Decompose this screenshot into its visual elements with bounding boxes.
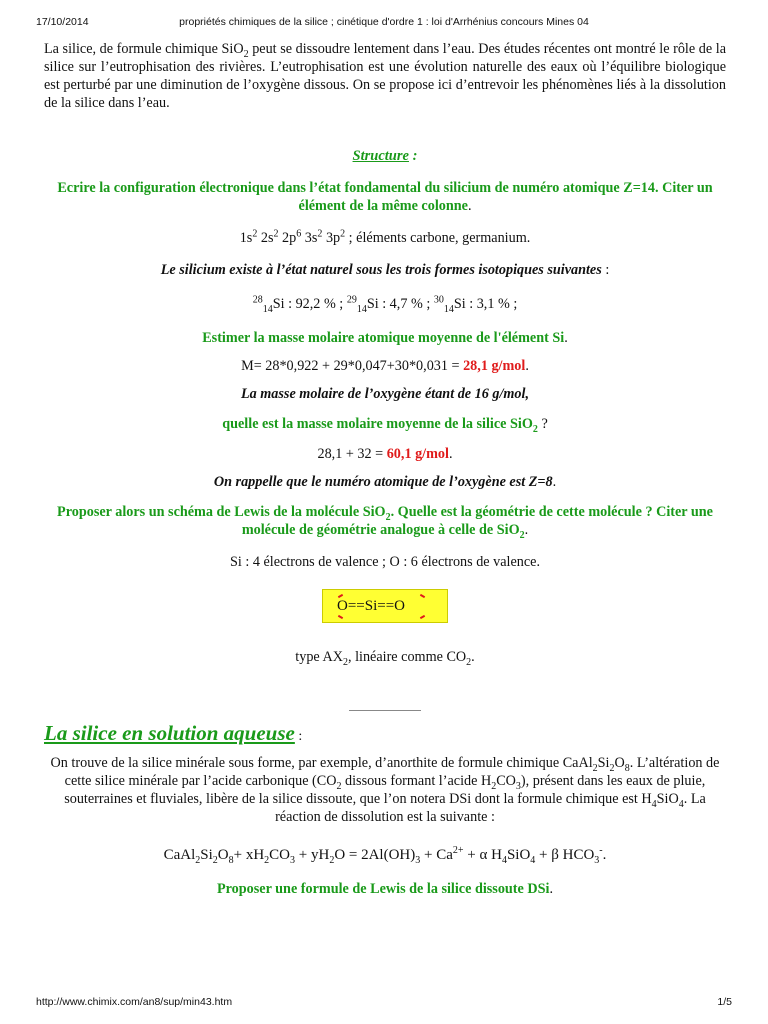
lone-pair-mark <box>420 594 425 598</box>
question-5 <box>44 880 726 898</box>
lone-pair-mark <box>338 615 343 619</box>
intro-text-1: La silice, de formule chimique SiO <box>44 41 244 57</box>
aq-sub: 8 <box>624 762 630 774</box>
aq-sub: 2 <box>609 762 615 774</box>
answer-2-result: 28,1 g/mol <box>463 358 526 374</box>
question-4 <box>44 503 726 539</box>
answer-3 <box>44 445 726 463</box>
aq-sub: 2 <box>491 780 497 792</box>
question-2-text: Estimer la masse molaire atomique moyenne de l'élément Si <box>202 330 565 346</box>
isotopes-colon: : <box>601 262 610 278</box>
a1-3s-exp: 2 <box>317 228 323 240</box>
rx-sup: - <box>599 845 603 856</box>
rx-text: + Ca <box>420 847 453 863</box>
structure-title: Structure <box>352 148 409 164</box>
aq-text: Si <box>597 755 610 771</box>
a1-2p-exp: 6 <box>296 228 302 240</box>
answer-3-calc: 28,1 + 32 = <box>317 446 387 462</box>
section-divider <box>349 710 421 711</box>
lewis-molecule: O==Si==O <box>337 598 406 614</box>
intro-sub: 2 <box>243 48 249 60</box>
geometry-sub-1: 2 <box>342 656 348 668</box>
answer-2 <box>44 357 726 375</box>
geometry-text-2: , linéaire comme CO <box>347 649 467 665</box>
rx-text: O = 2Al(OH) <box>334 847 416 863</box>
question-1 <box>44 179 726 215</box>
isotope-text: Si : 92,2 % ; <box>272 296 347 312</box>
rx-text: Si <box>200 847 213 863</box>
rx-sub: 8 <box>228 855 234 866</box>
question-3 <box>44 415 726 433</box>
lone-pair-mark <box>420 615 425 619</box>
rx-sub: 3 <box>415 855 421 866</box>
isotope-text: Si : 4,7 % ; <box>366 296 434 312</box>
aq-text: On trouve de la silice minérale sous forme, par exemple, d’anorthite de formule chimique CaAl <box>50 755 593 771</box>
intro-text-2: peut se dissoudre lentement dans l’eau. Des études récentes ont montré le rôle de la silice sur l’eutrophisation des rivières. L’eutrophisation est une évolution naturelle des eaux où l’équilibre biologique est perturbé par une diminution de l’oxygène dissous. On se propose ici d’entrevoir les phénomènes liés à la dissolution de la silice dans l’eau. <box>44 41 726 111</box>
lewis-figure <box>44 589 726 628</box>
rx-text: . <box>602 847 607 863</box>
aq-sub: 4 <box>651 798 657 810</box>
answer-2-dot: . <box>525 358 529 374</box>
aqueous-heading <box>44 721 726 746</box>
a1-1s-exp: 2 <box>252 228 258 240</box>
question-5-dot: . <box>549 881 554 897</box>
question-4-text-1: Proposer alors un schéma de Lewis de la molécule SiO <box>57 504 386 520</box>
question-4-dot: . <box>524 522 529 538</box>
header-date: 17/10/2014 <box>36 16 89 28</box>
a1-2s-exp: 2 <box>273 228 279 240</box>
question-1-text: Ecrire la configuration électronique dans l’état fondamental du silicium de numéro atomique Z=14. Citer un élément de la même colonne <box>57 180 713 214</box>
header-title: propriétés chimiques de la silice ; cinétique d'ordre 1 : loi d'Arrhénius concours Mines 04 <box>179 16 589 28</box>
aq-text: . La réaction de dissolution est la suivante : <box>275 791 706 825</box>
a1-rest: ; éléments carbone, germanium. <box>345 230 531 246</box>
rx-text: + α H <box>463 847 502 863</box>
rx-sub: 2 <box>212 855 218 866</box>
question-1-dot: . <box>467 198 472 214</box>
answer-2-calc: M= 28*0,922 + 29*0,047+30*0,031 = <box>241 358 464 374</box>
geometry <box>44 648 726 666</box>
question-4-text-2: . Quelle est la géométrie de cette molécule ? Citer une molécule de géométrie analogue à celle de SiO <box>241 504 713 538</box>
aqueous-colon: : <box>294 729 303 744</box>
recall-dot: . <box>552 474 557 490</box>
isotope-z: 14 <box>262 303 273 315</box>
aqueous-paragraph <box>44 754 726 826</box>
intro-paragraph <box>44 40 726 112</box>
question-2 <box>44 329 726 347</box>
aq-text: ), présent dans les eaux de pluie, souterraines et fluviales, libère de la silice dissoute, que l’on notera DSi dont la formule chimique est H <box>64 773 706 807</box>
dissolution-reaction <box>44 846 726 864</box>
footer-url[interactable]: http://www.chimix.com/an8/sup/min43.htm <box>36 996 233 1008</box>
rx-sub: 2 <box>264 855 270 866</box>
isotope-text: Si : 3,1 % ; <box>453 296 518 312</box>
isotope-mass: 29 <box>346 294 357 306</box>
aq-text: . L’altération de cette silice minérale par l’acide carbonique (CO <box>64 755 720 789</box>
a1-2s: 2s <box>257 230 274 246</box>
answer-1 <box>44 229 726 247</box>
recall <box>44 473 726 491</box>
a1-3p: 3p <box>322 230 341 246</box>
geometry-dot: . <box>471 649 475 665</box>
footer-page-number: 1/5 <box>717 996 732 1008</box>
rx-sub: 4 <box>501 855 507 866</box>
aqueous-title: La silice en solution aqueuse <box>44 721 295 745</box>
aq-sub: 4 <box>678 798 684 810</box>
rx-sub: 3 <box>594 855 600 866</box>
rx-text: + xH <box>233 847 265 863</box>
document-body <box>44 40 726 898</box>
page-footer <box>0 996 768 1012</box>
rx-sup: 2+ <box>452 845 464 856</box>
lewis-box <box>322 589 448 623</box>
answer-3-dot: . <box>448 446 453 462</box>
structure-heading <box>44 148 726 165</box>
question-2-dot: . <box>564 330 568 346</box>
rx-sub: 2 <box>329 855 335 866</box>
question-5-text: Proposer une formule de Lewis de la silice dissoute DSi <box>216 881 550 897</box>
rx-sub: 2 <box>195 855 201 866</box>
aq-text: O <box>614 755 625 771</box>
rx-text: + β HCO <box>535 847 595 863</box>
oxygen-mass: La masse molaire de l’oxygène étant de 16 g/mol, <box>240 386 530 402</box>
aq-sub: 3 <box>515 780 521 792</box>
isotope-mass: 28 <box>252 294 263 306</box>
a1-2p: 2p <box>278 230 297 246</box>
valence: Si : 4 électrons de valence ; O : 6 électrons de valence. <box>229 554 541 570</box>
isotopes-list <box>44 295 726 313</box>
aq-text: dissous formant l’acide H <box>341 773 492 789</box>
question-3-end: ? <box>537 416 548 432</box>
question-4-sub-2: 2 <box>519 529 525 541</box>
page-header <box>0 10 768 30</box>
isotopes-intro <box>44 261 726 279</box>
geometry-text-1: type AX <box>295 649 343 665</box>
aq-sub: 2 <box>336 780 342 792</box>
aq-sub: 2 <box>592 762 598 774</box>
rx-text: O <box>217 847 229 863</box>
rx-sub: 4 <box>530 855 536 866</box>
isotope-mass: 30 <box>433 294 444 306</box>
aq-text: CO <box>496 773 516 789</box>
recall-text: On rappelle que le numéro atomique de l’oxygène est Z=8 <box>213 474 553 490</box>
question-4-sub-1: 2 <box>385 511 391 523</box>
question-3-text: quelle est la masse molaire moyenne de la silice SiO <box>222 416 533 432</box>
rx-text: + yH <box>295 847 330 863</box>
rx-sub: 3 <box>290 855 296 866</box>
a1-1s: 1s <box>239 230 253 246</box>
a1-3p-exp: 2 <box>340 228 346 240</box>
geometry-sub-2: 2 <box>466 656 472 668</box>
isotope-z: 14 <box>356 303 367 315</box>
rx-text: SiO <box>506 847 531 863</box>
rx-text: CaAl <box>163 847 196 863</box>
isotopes-intro-text: Le silicium existe à l’état naturel sous les trois formes isotopiques suivantes <box>160 262 602 278</box>
a1-3s: 3s <box>301 230 318 246</box>
answer-3-result: 60,1 g/mol <box>386 446 449 462</box>
aq-text: SiO <box>656 791 679 807</box>
isotope-z: 14 <box>443 303 454 315</box>
rx-text: CO <box>269 847 291 863</box>
structure-colon: : <box>408 148 418 164</box>
question-3-sub: 2 <box>532 423 538 435</box>
